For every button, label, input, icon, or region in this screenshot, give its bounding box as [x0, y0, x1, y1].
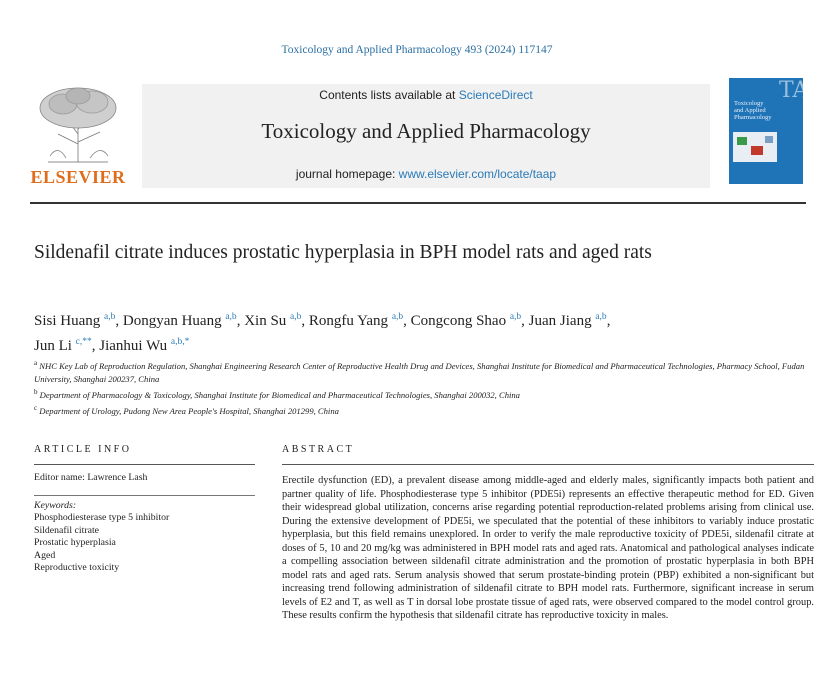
- author-affiliation-marker[interactable]: a,b: [391, 312, 404, 322]
- elsevier-logo[interactable]: [28, 84, 128, 189]
- keyword-item: Reproductive toxicity: [34, 562, 120, 573]
- journal-citation[interactable]: Toxicology and Applied Pharmacology 493 (2024) 117147: [281, 44, 553, 56]
- author-name: Juan Jiang: [528, 313, 592, 329]
- homepage-line: [142, 167, 710, 181]
- affiliations: [34, 357, 814, 418]
- sciencedirect-link[interactable]: ScienceDirect: [458, 88, 533, 102]
- keyword-item: Aged: [34, 549, 56, 561]
- author[interactable]: [34, 313, 115, 329]
- header-rule: [30, 202, 806, 204]
- author-name: Dongyan Huang: [122, 313, 222, 329]
- author-name: Congcong Shao: [410, 313, 507, 329]
- author-affiliation-marker[interactable]: a,b: [595, 312, 607, 322]
- keywords-label: Keywords:: [34, 499, 77, 511]
- author-affiliation-marker[interactable]: c,**: [75, 337, 92, 347]
- affiliation-label: b: [34, 387, 38, 396]
- keyword-item: Sildenafil citrate: [34, 524, 100, 536]
- affiliation-item: [34, 402, 814, 418]
- article-info-rule: [34, 464, 255, 465]
- author[interactable]: [123, 313, 237, 329]
- keywords-list: [34, 512, 254, 575]
- affiliation-item: [34, 386, 814, 402]
- article-title: Sildenafil citrate induces prostatic hyperplasia in BPH model rats and aged rats: [34, 242, 652, 263]
- author-affiliation-marker[interactable]: a,b: [290, 312, 302, 322]
- affiliation-text: NHC Key Lab of Reproduction Regulation, Shanghai Engineering Research Center of Reproductive Health Drug and Devices, Shanghai Institute for Biomedical and Pharmaceutical Technologies, Pharmacy School, Fudan University, Shanghai 200237, China: [34, 360, 805, 384]
- author[interactable]: [529, 313, 607, 329]
- affiliation-item: [34, 357, 814, 386]
- cover-title: Toxicology and Applied Pharmacology: [734, 100, 772, 121]
- cover-image: [733, 132, 777, 162]
- author-name: Jun Li: [34, 338, 72, 354]
- homepage-link[interactable]: www.elsevier.com/locate/taap: [398, 167, 557, 181]
- author-affiliation-marker[interactable]: a,b: [104, 312, 116, 322]
- author-name: Rongfu Yang: [308, 313, 389, 329]
- author-affiliation-marker[interactable]: a,b,*: [170, 337, 190, 347]
- journal-banner: [142, 84, 710, 188]
- journal-cover[interactable]: [729, 78, 839, 184]
- author[interactable]: [99, 338, 189, 354]
- abstract-text: Erectile dysfunction (ED), a prevalent disease among middle-aged and elderly males, significantly impacts both patient and partner quality of life. Phosphodiesterase type 5 inhibitor (PDE5i) represents an effective therapeutic method for ED. Given their widespread global utilization, concerns arise regarding potential reproduction-related problems arising from clinical use. During the extensive development of PDE5i, we speculated that the potential of these inhibitors to variably induce prostatic hyperplasia, but this field remains unexplored. In order to verify the male reproductive toxicity of PDE5i, sildenafil citrate at doses of 5, 10 and 20 mg/kg was administered in BPH model rats and aged rats. Anatomical and pathological analyses indicate a compelling association between sildenafil citrate administration and the promotion of prostatic hyperplasia in both BPH model rats and aged rats. Serum analysis showed that serum prostate-binding protein (PBP) exhibited a non-significant but increasing trend following administration of sildenafil citrate to BPH model rats. Furthermore, significant increase in serum levels of E2 and T, as well as T in dorsal lobe prostate tissue of aged rats, were observed compared to the model control group. These results confirm the hypothesis that sildenafil citrate has reproductive toxicity in males.: [282, 475, 814, 622]
- article-info: [34, 472, 254, 575]
- info-divider: [34, 495, 255, 496]
- keyword-item: Phosphodiesterase type 5 inhibitor: [34, 512, 170, 523]
- elsevier-wordmark: ELSEVIER: [30, 167, 126, 187]
- article-info-heading: ARTICLE INFO: [34, 444, 132, 455]
- contents-line: [142, 88, 710, 102]
- author-name: Jianhui Wu: [99, 338, 168, 354]
- cover-acronym: TAAP: [779, 78, 839, 103]
- abstract-rule: [282, 464, 814, 465]
- journal-name: Toxicology and Applied Pharmacology: [261, 119, 591, 143]
- homepage-prefix: journal homepage:: [295, 167, 399, 181]
- affiliation-label: c: [34, 403, 38, 412]
- abstract-heading: ABSTRACT: [282, 444, 355, 455]
- author[interactable]: [34, 338, 92, 354]
- author-affiliation-marker[interactable]: a,b: [225, 312, 237, 322]
- author-name: Sisi Huang: [34, 313, 101, 329]
- author-list: Sisi Huang $^{a,b}$, Dongyan Huang $^{a,b}$, Xin Su $^{a,b}$, Rongfu Yang $^{a,b}$, Congcong Shao $^{a,b}$, Juan Jiang $^{a,b}$, Jun Li $^{c,**}$, Jianhui Wu $^{a,b,*}$: [34, 312, 611, 354]
- author-affiliation-marker[interactable]: a,b: [509, 312, 522, 322]
- affiliation-label: a: [34, 359, 38, 367]
- affiliation-text: Department of Pharmacology & Toxicology, Shanghai Institute for Biomedical and Pharmaceutical Technologies, Shanghai 200032, China: [37, 389, 520, 400]
- contents-prefix: Contents lists available at: [319, 88, 459, 102]
- editor-name: Editor name: Lawrence Lash: [34, 472, 148, 483]
- elsevier-tree-icon: [28, 84, 128, 164]
- author[interactable]: [309, 313, 403, 329]
- author-name: Xin Su: [244, 313, 287, 329]
- affiliation-text: Department of Urology, Pudong New Area People's Hospital, Shanghai 201299, China: [37, 405, 339, 416]
- keyword-item: Prostatic hyperplasia: [34, 537, 116, 548]
- author[interactable]: [244, 313, 301, 329]
- author[interactable]: [411, 313, 522, 329]
